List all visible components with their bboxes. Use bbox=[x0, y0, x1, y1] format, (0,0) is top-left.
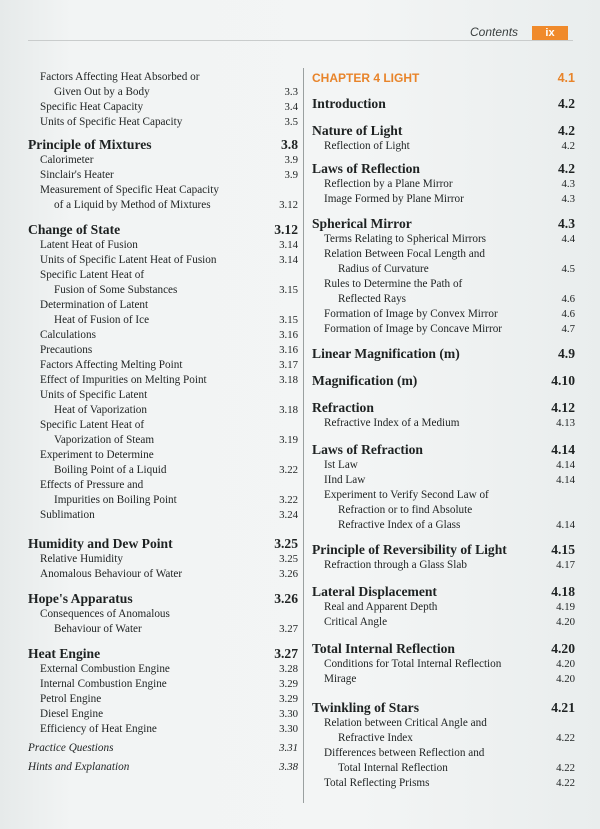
toc-title-line: Units of Specific Latent Heat of Fusion bbox=[40, 254, 217, 266]
toc-page-number: 3.30 bbox=[279, 723, 298, 735]
toc-page-number: 3.19 bbox=[279, 434, 298, 446]
toc-entry-title bbox=[28, 645, 298, 662]
header-rule bbox=[28, 40, 573, 41]
toc-page-number: 3.16 bbox=[279, 329, 298, 341]
toc-entry-title bbox=[324, 558, 575, 573]
toc-title-line: Practice Questions bbox=[28, 742, 114, 754]
toc-page-number: 3.25 bbox=[274, 536, 298, 551]
toc-page-number: 4.9 bbox=[558, 346, 575, 361]
toc-page-number: 4.5 bbox=[561, 263, 575, 275]
toc-title-line: Real and Apparent Depth bbox=[324, 601, 438, 613]
toc-title-line: Heat Engine bbox=[28, 646, 101, 661]
toc-entry bbox=[28, 183, 298, 213]
toc-title-continuation: Given Out by a Body bbox=[54, 86, 150, 98]
toc-title-line: Principle of Reversibility of Light bbox=[312, 542, 507, 557]
toc-entry-title bbox=[40, 388, 298, 418]
toc-entry bbox=[312, 615, 575, 630]
toc-entry bbox=[28, 448, 298, 478]
toc-page-number: 4.10 bbox=[551, 373, 575, 388]
toc-page-number: 3.12 bbox=[274, 222, 298, 237]
toc-page-number: 3.27 bbox=[274, 646, 298, 661]
toc-entry-title bbox=[40, 70, 298, 100]
toc-entry bbox=[312, 95, 575, 112]
toc-title-line: Twinkling of Stars bbox=[312, 700, 420, 715]
toc-entry-title bbox=[312, 441, 575, 458]
toc-entry bbox=[28, 328, 298, 343]
toc-title-line: Calorimeter bbox=[40, 154, 94, 166]
toc-entry bbox=[312, 716, 575, 746]
toc-page-number: 3.3 bbox=[284, 86, 298, 98]
toc-entry bbox=[312, 192, 575, 207]
toc-title-line: Magnification (m) bbox=[312, 373, 418, 388]
toc-title-continuation: Behaviour of Water bbox=[54, 623, 142, 635]
toc-title-line: Terms Relating to Spherical Mirrors bbox=[324, 233, 487, 245]
left-column bbox=[28, 70, 298, 775]
toc-entry bbox=[312, 473, 575, 488]
toc-entry bbox=[312, 277, 575, 307]
toc-title-line: IInd Law bbox=[324, 474, 366, 486]
toc-entry-title bbox=[312, 95, 575, 112]
toc-title-line: Lateral Displacement bbox=[312, 584, 437, 599]
toc-entry-title bbox=[40, 168, 298, 183]
toc-entry bbox=[28, 70, 298, 100]
toc-title-line: Sinclair's Heater bbox=[40, 169, 114, 181]
toc-entry bbox=[28, 645, 298, 662]
toc-page-number: 4.7 bbox=[561, 323, 575, 335]
running-header-title: Contents bbox=[470, 25, 519, 39]
toc-page-number: 3.22 bbox=[279, 494, 298, 506]
toc-entry-title bbox=[28, 221, 298, 238]
toc-page-number: 4.17 bbox=[556, 559, 575, 571]
toc-page-number: 4.1 bbox=[557, 71, 575, 85]
toc-page-number: 4.22 bbox=[556, 732, 575, 744]
toc-entry-title bbox=[312, 583, 575, 600]
toc-page-number: 3.15 bbox=[279, 314, 298, 326]
toc-title-line: Spherical Mirror bbox=[312, 216, 412, 231]
toc-page-number: 4.6 bbox=[561, 308, 575, 320]
toc-title-line: Effect of Impurities on Melting Point bbox=[40, 374, 207, 386]
toc-entry-title bbox=[40, 508, 298, 523]
toc-title-line: Anomalous Behaviour of Water bbox=[40, 568, 183, 580]
toc-entry-title bbox=[324, 672, 575, 687]
toc-title-continuation: Fusion of Some Substances bbox=[54, 284, 178, 296]
toc-entry-title bbox=[324, 458, 575, 473]
toc-entry bbox=[312, 70, 575, 87]
toc-title-line: Determination of Latent bbox=[40, 299, 149, 311]
toc-page-number: 4.2 bbox=[558, 96, 575, 111]
toc-entry bbox=[28, 677, 298, 692]
toc-title-line: Sublimation bbox=[40, 509, 95, 521]
toc-entry bbox=[312, 699, 575, 716]
toc-title-continuation: Reflected Rays bbox=[338, 293, 407, 305]
toc-entry bbox=[28, 535, 298, 552]
toc-page-number: 4.2 bbox=[558, 161, 575, 176]
toc-page-number: 4.19 bbox=[556, 601, 575, 613]
toc-entry bbox=[28, 153, 298, 168]
toc-title-line: Relation between Critical Angle and bbox=[324, 717, 487, 729]
toc-title-line: Calculations bbox=[40, 329, 96, 341]
toc-entry-title bbox=[324, 307, 575, 322]
toc-title-line: Specific Latent Heat of bbox=[40, 269, 145, 281]
toc-page-number: 3.22 bbox=[279, 464, 298, 476]
toc-title-line: Efficiency of Heat Engine bbox=[40, 723, 157, 735]
toc-page-number: 3.18 bbox=[279, 374, 298, 386]
toc-entry bbox=[312, 399, 575, 416]
toc-entry bbox=[312, 416, 575, 431]
toc-title-line: Nature of Light bbox=[312, 123, 403, 138]
toc-title-line: Units of Specific Heat Capacity bbox=[40, 116, 183, 128]
toc-entry bbox=[28, 607, 298, 637]
toc-entry-title bbox=[40, 100, 298, 115]
toc-title-line: Factors Affecting Heat Absorbed or bbox=[40, 71, 200, 83]
toc-entry bbox=[312, 139, 575, 154]
toc-entry bbox=[312, 657, 575, 672]
toc-entry bbox=[28, 115, 298, 130]
toc-entry-title bbox=[312, 70, 575, 87]
toc-title-line: Experiment to Determine bbox=[40, 449, 154, 461]
toc-page-number: 3.25 bbox=[279, 553, 298, 565]
toc-entry-title bbox=[312, 699, 575, 716]
toc-entry-title bbox=[324, 247, 575, 277]
toc-page-number: 3.29 bbox=[279, 693, 298, 705]
toc-title-line: Units of Specific Latent bbox=[40, 389, 148, 401]
toc-title-line: Measurement of Specific Heat Capacity bbox=[40, 184, 219, 196]
toc-title-line: Relative Humidity bbox=[40, 553, 123, 565]
toc-title-line: Petrol Engine bbox=[40, 693, 102, 705]
column-divider bbox=[303, 68, 304, 803]
toc-entry-title bbox=[40, 298, 298, 328]
toc-entry bbox=[28, 253, 298, 268]
toc-page-number: 3.26 bbox=[279, 568, 298, 580]
toc-page-number: 4.4 bbox=[561, 233, 575, 245]
toc-title-line: Laws of Refraction bbox=[312, 442, 423, 457]
toc-entry-title bbox=[40, 268, 298, 298]
toc-entry bbox=[28, 590, 298, 607]
toc-entry bbox=[28, 508, 298, 523]
toc-entry bbox=[28, 760, 298, 775]
toc-entry-title bbox=[40, 358, 298, 373]
toc-entry-title bbox=[324, 746, 575, 776]
toc-entry bbox=[312, 372, 575, 389]
toc-entry bbox=[312, 247, 575, 277]
toc-title-line: Rules to Determine the Path of bbox=[324, 278, 463, 290]
toc-page-number: 4.14 bbox=[551, 442, 575, 457]
toc-title-line: Factors Affecting Melting Point bbox=[40, 359, 183, 371]
toc-entry bbox=[312, 746, 575, 776]
toc-page-number: 3.29 bbox=[279, 678, 298, 690]
toc-entry bbox=[312, 672, 575, 687]
toc-title-line: Linear Magnification (m) bbox=[312, 346, 460, 361]
toc-title-line: Internal Combustion Engine bbox=[40, 678, 167, 690]
toc-entry-title bbox=[40, 343, 298, 358]
toc-entry-title bbox=[312, 399, 575, 416]
toc-entry-title bbox=[40, 662, 298, 677]
toc-title-continuation: Boiling Point of a Liquid bbox=[54, 464, 167, 476]
toc-entry bbox=[312, 600, 575, 615]
toc-title-continuation: Heat of Vaporization bbox=[54, 404, 147, 416]
toc-title-line: CHAPTER 4 LIGHT bbox=[312, 71, 420, 85]
toc-page-number: 3.9 bbox=[284, 169, 298, 181]
toc-entry-title bbox=[40, 677, 298, 692]
toc-entry-title bbox=[324, 277, 575, 307]
toc-title-continuation: Radius of Curvature bbox=[338, 263, 429, 275]
toc-page-number: 4.22 bbox=[556, 777, 575, 789]
toc-title-line: Total Internal Reflection bbox=[312, 641, 455, 656]
toc-title-line: Ist Law bbox=[324, 459, 358, 471]
toc-entry-title bbox=[312, 541, 575, 558]
toc-entry-title bbox=[324, 322, 575, 337]
toc-entry-title bbox=[40, 373, 298, 388]
toc-entry-title bbox=[324, 776, 575, 791]
toc-entry bbox=[312, 776, 575, 791]
toc-entry-title bbox=[40, 722, 298, 737]
toc-page-number: 4.3 bbox=[561, 193, 575, 205]
toc-entry-title bbox=[324, 657, 575, 672]
toc-page-number: 4.21 bbox=[551, 700, 575, 715]
toc-entry-title bbox=[40, 478, 298, 508]
toc-title-line: Specific Latent Heat of bbox=[40, 419, 145, 431]
toc-entry-title bbox=[324, 473, 575, 488]
toc-page-number: 4.18 bbox=[551, 584, 575, 599]
toc-entry bbox=[28, 552, 298, 567]
toc-entry bbox=[28, 100, 298, 115]
right-column bbox=[312, 70, 575, 791]
toc-page-number: 4.20 bbox=[551, 641, 575, 656]
toc-entry-title bbox=[40, 448, 298, 478]
toc-page-number: 3.17 bbox=[279, 359, 298, 371]
toc-title-continuation: Impurities on Boiling Point bbox=[54, 494, 177, 506]
toc-entry bbox=[312, 488, 575, 533]
toc-entry bbox=[312, 583, 575, 600]
toc-entry-title bbox=[28, 760, 298, 775]
toc-page-number: 3.9 bbox=[284, 154, 298, 166]
toc-entry-title bbox=[324, 488, 575, 533]
toc-entry-title bbox=[312, 215, 575, 232]
toc-title-line: Humidity and Dew Point bbox=[28, 536, 173, 551]
toc-entry bbox=[312, 345, 575, 362]
toc-entry-title bbox=[40, 328, 298, 343]
toc-entry-title bbox=[40, 418, 298, 448]
toc-entry-title bbox=[40, 253, 298, 268]
toc-title-line: Specific Heat Capacity bbox=[40, 101, 144, 113]
toc-entry-title bbox=[40, 238, 298, 253]
toc-entry-title bbox=[40, 115, 298, 130]
toc-page-number: 4.20 bbox=[556, 616, 575, 628]
toc-page-number: 3.38 bbox=[279, 761, 298, 773]
toc-page-number: 3.28 bbox=[279, 663, 298, 675]
toc-page-number: 3.31 bbox=[279, 742, 298, 754]
toc-entry-title bbox=[40, 567, 298, 582]
toc-title-line: Effects of Pressure and bbox=[40, 479, 144, 491]
toc-title-line: Reflection by a Plane Mirror bbox=[324, 178, 453, 190]
toc-title-line: Hope's Apparatus bbox=[28, 591, 133, 606]
toc-entry bbox=[28, 136, 298, 153]
toc-entry bbox=[28, 343, 298, 358]
toc-page-number: 3.27 bbox=[279, 623, 298, 635]
toc-page-number: 4.13 bbox=[556, 417, 575, 429]
toc-entry-title bbox=[28, 741, 298, 756]
toc-title-line: Latent Heat of Fusion bbox=[40, 239, 138, 251]
toc-entry-title bbox=[324, 177, 575, 192]
toc-entry-title bbox=[324, 139, 575, 154]
toc-title-line: Conditions for Total Internal Reflection bbox=[324, 658, 502, 670]
toc-page-number: 3.4 bbox=[284, 101, 298, 113]
toc-entry bbox=[28, 268, 298, 298]
toc-entry-title bbox=[28, 136, 298, 153]
toc-entry bbox=[28, 221, 298, 238]
toc-title-continuation: Refraction or to find Absolute bbox=[338, 504, 473, 516]
toc-page-number: 4.2 bbox=[558, 123, 575, 138]
toc-page-number: 4.3 bbox=[558, 216, 575, 231]
toc-title-line: Change of State bbox=[28, 222, 121, 237]
toc-title-line: Refraction through a Glass Slab bbox=[324, 559, 467, 571]
toc-entry-title bbox=[324, 416, 575, 431]
toc-entry-title bbox=[324, 232, 575, 247]
toc-entry bbox=[28, 707, 298, 722]
toc-entry bbox=[312, 640, 575, 657]
toc-title-continuation: Total Internal Reflection bbox=[338, 762, 448, 774]
toc-page-number: 3.15 bbox=[279, 284, 298, 296]
toc-entry-title bbox=[40, 183, 298, 213]
toc-page-number: 3.5 bbox=[284, 116, 298, 128]
toc-entry bbox=[28, 722, 298, 737]
toc-title-line: Mirage bbox=[324, 673, 357, 685]
toc-title-line: Experiment to Verify Second Law of bbox=[324, 489, 489, 501]
toc-entry bbox=[28, 692, 298, 707]
toc-title-continuation: Vaporization of Steam bbox=[54, 434, 155, 446]
toc-title-line: Critical Angle bbox=[324, 616, 388, 628]
toc-entry-title bbox=[312, 345, 575, 362]
toc-title-line: Introduction bbox=[312, 96, 386, 111]
toc-title-continuation: Heat of Fusion of Ice bbox=[54, 314, 150, 326]
toc-entry bbox=[312, 307, 575, 322]
toc-page-number: 4.20 bbox=[556, 673, 575, 685]
toc-page-number: 3.26 bbox=[274, 591, 298, 606]
toc-entry bbox=[28, 418, 298, 448]
toc-entry-title bbox=[324, 615, 575, 630]
toc-title-line: Relation Between Focal Length and bbox=[324, 248, 485, 260]
toc-entry bbox=[28, 298, 298, 328]
toc-page-number: 3.14 bbox=[279, 254, 298, 266]
toc-title-line: Diesel Engine bbox=[40, 708, 104, 720]
toc-entry-title bbox=[312, 372, 575, 389]
toc-title-continuation: of a Liquid by Method of Mixtures bbox=[54, 199, 211, 211]
toc-entry bbox=[312, 458, 575, 473]
toc-page-number: 4.6 bbox=[561, 293, 575, 305]
toc-title-line: Precautions bbox=[40, 344, 93, 356]
toc-title-line: Refractive Index of a Medium bbox=[324, 417, 460, 429]
toc-entry bbox=[312, 177, 575, 192]
toc-page-number: 3.16 bbox=[279, 344, 298, 356]
toc-page-number: 4.20 bbox=[556, 658, 575, 670]
toc-page-number: 4.12 bbox=[551, 400, 575, 415]
toc-entry bbox=[28, 168, 298, 183]
toc-entry bbox=[312, 558, 575, 573]
toc-page-number: 4.14 bbox=[556, 459, 575, 471]
toc-entry bbox=[28, 373, 298, 388]
toc-entry bbox=[312, 122, 575, 139]
toc-entry-title bbox=[28, 535, 298, 552]
toc-entry-title bbox=[40, 707, 298, 722]
toc-entry-title bbox=[40, 607, 298, 637]
toc-title-continuation: Refractive Index bbox=[338, 732, 413, 744]
toc-title-line: Differences between Reflection and bbox=[324, 747, 485, 759]
toc-page-number: 3.30 bbox=[279, 708, 298, 720]
toc-title-line: Formation of Image by Convex Mirror bbox=[324, 308, 498, 320]
toc-entry-title bbox=[324, 192, 575, 207]
toc-entry-title bbox=[312, 122, 575, 139]
toc-entry-title bbox=[324, 716, 575, 746]
toc-entry-title bbox=[40, 153, 298, 168]
toc-title-line: Refraction bbox=[312, 400, 374, 415]
toc-entry-title bbox=[40, 692, 298, 707]
toc-title-line: Principle of Mixtures bbox=[28, 137, 152, 152]
toc-entry-title bbox=[28, 590, 298, 607]
toc-page-number: 4.2 bbox=[561, 140, 575, 152]
toc-title-line: Reflection of Light bbox=[324, 140, 410, 152]
toc-page-number: 4.15 bbox=[551, 542, 575, 557]
toc-page-number: 4.3 bbox=[561, 178, 575, 190]
toc-entry bbox=[28, 662, 298, 677]
toc-entry bbox=[28, 358, 298, 373]
toc-title-line: Formation of Image by Concave Mirror bbox=[324, 323, 503, 335]
toc-entry bbox=[312, 160, 575, 177]
toc-page-number: 3.18 bbox=[279, 404, 298, 416]
toc-entry bbox=[312, 322, 575, 337]
toc-page-number: 3.8 bbox=[281, 137, 298, 152]
toc-title-line: Consequences of Anomalous bbox=[40, 608, 170, 620]
toc-entry bbox=[28, 238, 298, 253]
page-number-badge: ix bbox=[532, 26, 568, 41]
toc-title-line: Laws of Reflection bbox=[312, 161, 420, 176]
toc-entry-title bbox=[312, 160, 575, 177]
toc-entry bbox=[28, 478, 298, 508]
toc-page-number: 3.24 bbox=[279, 509, 298, 521]
toc-entry-title bbox=[40, 552, 298, 567]
toc-entry bbox=[28, 388, 298, 418]
toc-title-line: Hints and Explanation bbox=[28, 761, 130, 773]
toc-title-line: External Combustion Engine bbox=[40, 663, 170, 675]
toc-entry-title bbox=[312, 640, 575, 657]
toc-page-number: 4.22 bbox=[556, 762, 575, 774]
toc-entry-title bbox=[324, 600, 575, 615]
toc-entry bbox=[312, 541, 575, 558]
toc-entry bbox=[312, 215, 575, 232]
toc-title-line: Image Formed by Plane Mirror bbox=[324, 193, 464, 205]
toc-entry bbox=[312, 232, 575, 247]
toc-title-line: Total Reflecting Prisms bbox=[324, 777, 430, 789]
toc-page-number: 4.14 bbox=[556, 474, 575, 486]
toc-page-number: 3.12 bbox=[279, 199, 298, 211]
toc-entry bbox=[312, 441, 575, 458]
toc-entry bbox=[28, 741, 298, 756]
toc-page-number: 4.14 bbox=[556, 519, 575, 531]
toc-entry bbox=[28, 567, 298, 582]
toc-page-number: 3.14 bbox=[279, 239, 298, 251]
toc-title-continuation: Refractive Index of a Glass bbox=[338, 519, 461, 531]
